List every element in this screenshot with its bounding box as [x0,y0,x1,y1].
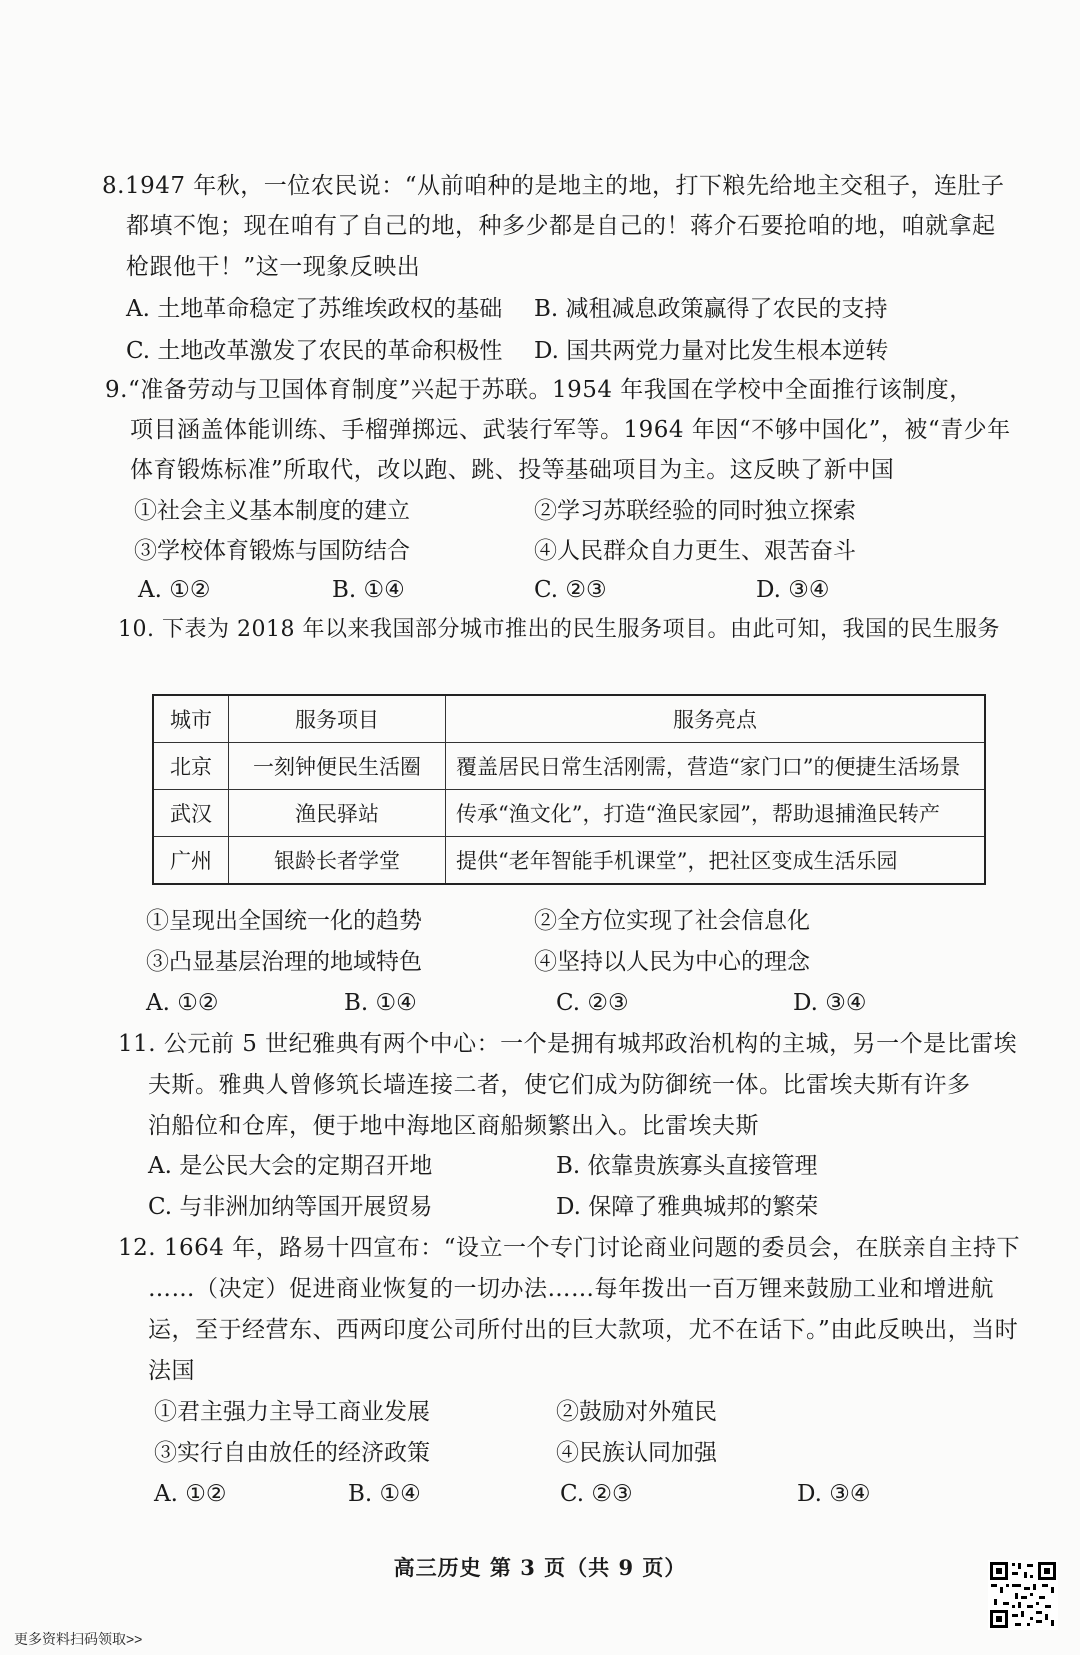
q8-option-b: B. 减租减息政策赢得了农民的支持 [534,296,888,322]
service-table [152,694,986,885]
table-header-cell: 服务亮点 [446,695,986,743]
q9-item-3: ③学校体育锻炼与国防结合 [134,538,410,564]
qr-code-icon[interactable] [988,1560,1058,1630]
q11-option-c: C. 与非洲加纳等国开展贸易 [148,1194,433,1220]
q9-item-2: ②学习苏联经验的同时独立探索 [534,498,856,524]
q12-stem-line4: 法国 [148,1358,195,1384]
table-cell: 银龄长者学堂 [229,837,446,885]
table-cell: 传承“渔文化”，打造“渔民家园”，帮助退捕渔民转产 [446,790,986,837]
q11-option-a: A. 是公民大会的定期召开地 [148,1153,433,1179]
q10-item-1: ①呈现出全国统一化的趋势 [146,908,422,934]
q12-item-1: ①君主强力主导工商业发展 [154,1399,430,1425]
q12-option-a: A. ①② [154,1481,227,1507]
table-header-row [153,695,985,743]
q12-option-b: B. ①④ [348,1481,421,1507]
q10-option-b: B. ①④ [344,990,417,1016]
q9-stem-line2: 项目涵盖体能训练、手榴弹掷远、武装行军等。1964 年因“不够中国化”，被“青少年 [130,417,1011,443]
q10-item-4: ④坚持以人民为中心的理念 [534,949,810,975]
q8-option-a: A. 土地革命稳定了苏维埃政权的基础 [126,296,503,322]
q9-option-c: C. ②③ [534,577,607,603]
q10-option-a: A. ①② [146,990,219,1016]
q12-stem-line2: ……（决定）促进商业恢复的一切办法……每年拨出一百万锂来鼓励工业和增进航 [148,1276,994,1302]
q10-option-c: C. ②③ [556,990,629,1016]
page-footer: 高三历史 第 3 页（共 9 页） [393,1555,687,1580]
table-cell: 渔民驿站 [229,790,446,837]
q12-option-d: D. ③④ [797,1481,871,1507]
q8-option-d: D. 国共两党力量对比发生根本逆转 [534,338,889,364]
q11-stem-line3: 泊船位和仓库，便于地中海地区商船频繁出入。比雷埃夫斯 [148,1113,759,1139]
q11-stem-line1: 11. 公元前 5 世纪雅典有两个中心：一个是拥有城邦政治机构的主城，另一个是比雷埃 [118,1031,1018,1057]
q10-item-2: ②全方位实现了社会信息化 [534,908,810,934]
q9-item-1: ①社会主义基本制度的建立 [134,498,410,524]
table-cell: 广州 [153,837,229,885]
q8-stem-line3: 枪跟他干！”这一现象反映出 [126,254,421,280]
q9-option-a: A. ①② [138,577,211,603]
table-cell: 武汉 [153,790,229,837]
q8-stem-line1: 8.1947 年秋，一位农民说：“从前咱种的是地主的地，打下粮先给地主交租子，连肚子 [102,173,1005,199]
q12-stem-line3: 运，至于经营东、西两印度公司所付出的巨大款项，尤不在话下。”由此反映出，当时 [148,1317,1019,1343]
q11-option-b: B. 依靠贵族寡头直接管理 [556,1153,818,1179]
q11-option-d: D. 保障了雅典城邦的繁荣 [556,1194,819,1220]
table-cell: 覆盖居民日常生活刚需，营造“家门口”的便捷生活场景 [446,743,986,790]
q11-stem-line2: 夫斯。雅典人曾修筑长墙连接二者，使它们成为防御统一体。比雷埃夫斯有许多 [148,1072,971,1098]
q9-item-4: ④人民群众自力更生、艰苦奋斗 [534,538,856,564]
table-header-cell: 服务项目 [229,695,446,743]
q12-option-c: C. ②③ [560,1481,633,1507]
table-row [153,743,985,790]
table-cell: 一刻钟便民生活圈 [229,743,446,790]
table-cell: 北京 [153,743,229,790]
q9-stem-line3: 体育锻炼标准”所取代，改以跑、跳、投等基础项目为主。这反映了新中国 [130,457,895,483]
q10-stem-line1: 10. 下表为 2018 年以来我国部分城市推出的民生服务项目。由此可知，我国的民生服务 [118,617,1000,642]
q9-option-d: D. ③④ [756,577,830,603]
q10-option-d: D. ③④ [793,990,867,1016]
bottom-scan-note: 更多资料扫码领取>> [14,1631,143,1647]
q12-item-2: ②鼓励对外殖民 [556,1399,717,1425]
q9-option-b: B. ①④ [332,577,405,603]
q12-item-3: ③实行自由放任的经济政策 [154,1440,430,1466]
table-cell: 提供“老年智能手机课堂”，把社区变成生活乐园 [446,837,986,885]
q10-item-3: ③凸显基层治理的地域特色 [146,949,422,975]
q8-option-c: C. 土地改革激发了农民的革命积极性 [126,338,503,364]
q9-stem-line1: 9.“准备劳动与卫国体育制度”兴起于苏联。1954 年我国在学校中全面推行该制度， [105,377,973,403]
q12-stem-line1: 12. 1664 年，路易十四宣布：“设立一个专门讨论商业问题的委员会，在朕亲自主持下 [118,1235,1020,1261]
table-row [153,790,985,837]
q12-item-4: ④民族认同加强 [556,1440,717,1466]
table-header-cell: 城市 [153,695,229,743]
q8-stem-line2: 都填不饱；现在咱有了自己的地，种多少都是自己的！蒋介石要抢咱的地，咱就拿起 [126,213,996,239]
table-row [153,837,985,885]
